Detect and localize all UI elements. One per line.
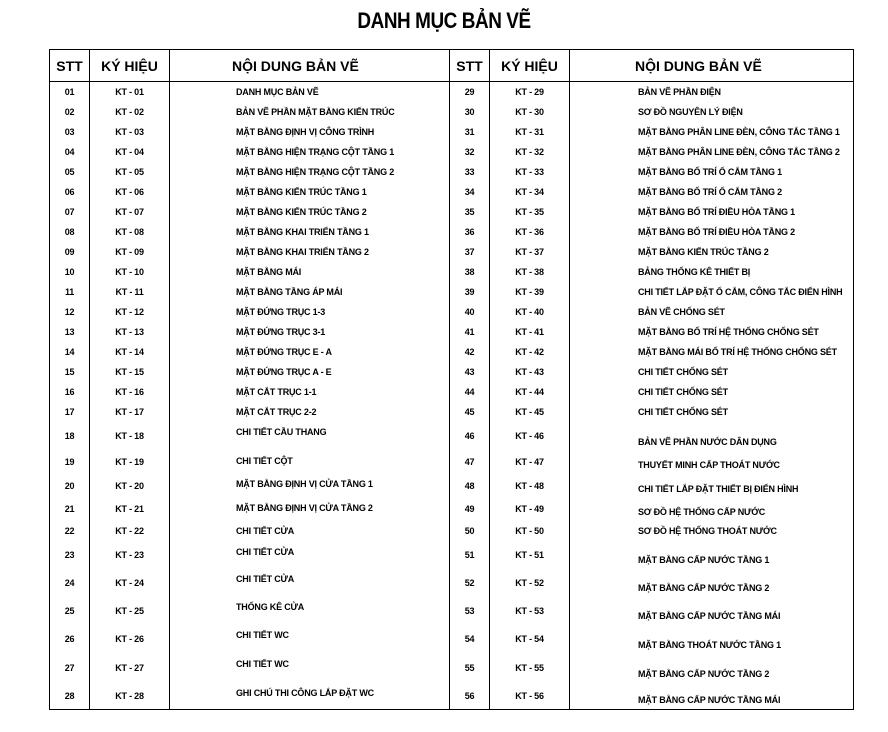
stt-right-cell: 42	[450, 342, 490, 362]
description-left-cell: CHI TIẾT CỬA	[170, 542, 450, 569]
stt-left-cell: 01	[50, 82, 90, 102]
description-left-cell: DANH MỤC BẢN VẼ	[170, 82, 450, 102]
description-left-cell: MẶT BẰNG ĐỊNH VỊ CỬA TẦNG 2	[170, 498, 450, 521]
stt-left-cell: 24	[50, 569, 90, 597]
description-left-cell: MẶT ĐỨNG TRỤC E - A	[170, 342, 450, 362]
description-right-cell: CHI TIẾT CHỐNG SÉT	[570, 382, 854, 402]
stt-left-cell: 23	[50, 542, 90, 569]
table-header-row	[50, 50, 854, 82]
stt-right-cell: 50	[450, 521, 490, 542]
table-row	[50, 474, 854, 498]
stt-right-cell: 31	[450, 122, 490, 142]
description-left-cell: MẶT CẮT TRỤC 2-2	[170, 402, 450, 422]
code-left-cell: KT - 03	[90, 122, 170, 142]
description-left-cell: MẶT BẰNG TẦNG ÁP MÁI	[170, 282, 450, 302]
description-right-cell: MẶT BẰNG CẤP NƯỚC TẦNG MÁI	[570, 683, 854, 710]
description-left-cell: MẶT ĐỨNG TRỤC A - E	[170, 362, 450, 382]
table-row	[50, 625, 854, 654]
code-left-cell: KT - 12	[90, 302, 170, 322]
table-row	[50, 82, 854, 102]
description-right-cell: MẶT BẰNG BỐ TRÍ ĐIỀU HÒA TẦNG 2	[570, 222, 854, 242]
stt-right-cell: 37	[450, 242, 490, 262]
description-right-cell: MẶT BẰNG KIẾN TRÚC TẦNG 2	[570, 242, 854, 262]
stt-right-cell: 49	[450, 498, 490, 521]
code-right-cell: KT - 51	[490, 542, 570, 569]
stt-left-cell: 02	[50, 102, 90, 122]
stt-right-cell: 33	[450, 162, 490, 182]
table-row	[50, 451, 854, 474]
description-left-cell: GHI CHÚ THI CÔNG LẮP ĐẶT WC	[170, 683, 450, 710]
description-right-cell: MẶT BẰNG BỐ TRÍ HỆ THỐNG CHỐNG SÉT	[570, 322, 854, 342]
description-left-cell: THỐNG KÊ CỬA	[170, 597, 450, 625]
table-row	[50, 202, 854, 222]
page-title: DANH MỤC BẢN VẼ	[357, 8, 531, 33]
code-right-cell: KT - 31	[490, 122, 570, 142]
stt-left-cell: 11	[50, 282, 90, 302]
stt-left-cell: 03	[50, 122, 90, 142]
stt-right-cell: 40	[450, 302, 490, 322]
code-right-cell: KT - 56	[490, 683, 570, 710]
code-left-cell: KT - 10	[90, 262, 170, 282]
table-row	[50, 498, 854, 521]
description-right-cell: MẶT BẰNG BỐ TRÍ ĐIỀU HÒA TẦNG 1	[570, 202, 854, 222]
description-right-cell: SƠ ĐỒ HỆ THỐNG CẤP NƯỚC	[570, 498, 854, 521]
header-stt-right: STT	[450, 50, 490, 82]
stt-left-cell: 12	[50, 302, 90, 322]
header-stt-left: STT	[50, 50, 90, 82]
code-right-cell: KT - 41	[490, 322, 570, 342]
code-left-cell: KT - 25	[90, 597, 170, 625]
code-left-cell: KT - 27	[90, 654, 170, 683]
code-right-cell: KT - 35	[490, 202, 570, 222]
header-content-right: NỘI DUNG BẢN VẼ	[570, 50, 854, 82]
description-left-cell: CHI TIẾT WC	[170, 625, 450, 654]
description-right-cell: MẶT BẰNG CẤP NƯỚC TẦNG 1	[570, 542, 854, 569]
code-right-cell: KT - 33	[490, 162, 570, 182]
table-body	[50, 82, 854, 710]
drawing-list-table	[49, 49, 854, 710]
stt-left-cell: 05	[50, 162, 90, 182]
stt-right-cell: 41	[450, 322, 490, 342]
description-left-cell: CHI TIẾT WC	[170, 654, 450, 683]
stt-left-cell: 14	[50, 342, 90, 362]
description-left-cell: CHI TIẾT CỘT	[170, 451, 450, 474]
header-content-left: NỘI DUNG BẢN VẼ	[170, 50, 450, 82]
stt-right-cell: 51	[450, 542, 490, 569]
stt-left-cell: 28	[50, 683, 90, 710]
code-right-cell: KT - 38	[490, 262, 570, 282]
code-left-cell: KT - 18	[90, 422, 170, 451]
stt-left-cell: 22	[50, 521, 90, 542]
header-code-right: KÝ HIỆU	[490, 50, 570, 82]
code-left-cell: KT - 07	[90, 202, 170, 222]
code-right-cell: KT - 37	[490, 242, 570, 262]
description-right-cell: BẢNG THỐNG KÊ THIẾT BỊ	[570, 262, 854, 282]
code-right-cell: KT - 48	[490, 474, 570, 498]
stt-left-cell: 20	[50, 474, 90, 498]
table-row	[50, 654, 854, 683]
stt-left-cell: 07	[50, 202, 90, 222]
description-right-cell: BẢN VẼ PHẦN ĐIỆN	[570, 82, 854, 102]
stt-left-cell: 27	[50, 654, 90, 683]
description-right-cell: THUYẾT MINH CẤP THOÁT NƯỚC	[570, 451, 854, 474]
code-right-cell: KT - 30	[490, 102, 570, 122]
code-left-cell: KT - 14	[90, 342, 170, 362]
table-row	[50, 282, 854, 302]
code-right-cell: KT - 49	[490, 498, 570, 521]
table-row	[50, 262, 854, 282]
stt-right-cell: 34	[450, 182, 490, 202]
table-row	[50, 521, 854, 542]
description-left-cell: MẶT BẰNG ĐỊNH VỊ CÔNG TRÌNH	[170, 122, 450, 142]
description-right-cell: MẶT BẰNG BỐ TRÍ Ổ CẮM TẦNG 1	[570, 162, 854, 182]
stt-right-cell: 54	[450, 625, 490, 654]
stt-left-cell: 13	[50, 322, 90, 342]
code-left-cell: KT - 04	[90, 142, 170, 162]
code-left-cell: KT - 23	[90, 542, 170, 569]
stt-right-cell: 48	[450, 474, 490, 498]
stt-right-cell: 39	[450, 282, 490, 302]
description-left-cell: MẶT BẰNG KIẾN TRÚC TẦNG 1	[170, 182, 450, 202]
code-left-cell: KT - 08	[90, 222, 170, 242]
stt-left-cell: 16	[50, 382, 90, 402]
table-row	[50, 542, 854, 569]
description-left-cell: MẶT CẮT TRỤC 1-1	[170, 382, 450, 402]
stt-right-cell: 47	[450, 451, 490, 474]
stt-right-cell: 35	[450, 202, 490, 222]
stt-right-cell: 45	[450, 402, 490, 422]
code-left-cell: KT - 26	[90, 625, 170, 654]
table-row	[50, 597, 854, 625]
table-row	[50, 342, 854, 362]
description-right-cell: MẶT BẰNG THOÁT NƯỚC TẦNG 1	[570, 625, 854, 654]
code-right-cell: KT - 52	[490, 569, 570, 597]
code-right-cell: KT - 39	[490, 282, 570, 302]
description-right-cell: CHI TIẾT CHỐNG SÉT	[570, 362, 854, 382]
code-right-cell: KT - 50	[490, 521, 570, 542]
table-row	[50, 122, 854, 142]
description-left-cell: MẶT ĐỨNG TRỤC 3-1	[170, 322, 450, 342]
description-right-cell: CHI TIẾT LẮP ĐẶT Ổ CẮM, CÔNG TẮC ĐIỂN HÌNH	[570, 282, 854, 302]
code-left-cell: KT - 02	[90, 102, 170, 122]
table-row	[50, 402, 854, 422]
code-left-cell: KT - 15	[90, 362, 170, 382]
stt-right-cell: 56	[450, 683, 490, 710]
stt-right-cell: 46	[450, 422, 490, 451]
table-row	[50, 569, 854, 597]
code-right-cell: KT - 45	[490, 402, 570, 422]
table-row	[50, 422, 854, 451]
table-row	[50, 382, 854, 402]
code-right-cell: KT - 55	[490, 654, 570, 683]
code-right-cell: KT - 29	[490, 82, 570, 102]
stt-right-cell: 38	[450, 262, 490, 282]
table-row	[50, 222, 854, 242]
stt-left-cell: 21	[50, 498, 90, 521]
stt-right-cell: 52	[450, 569, 490, 597]
description-right-cell: SƠ ĐỒ NGUYÊN LÝ ĐIỆN	[570, 102, 854, 122]
code-right-cell: KT - 54	[490, 625, 570, 654]
stt-right-cell: 30	[450, 102, 490, 122]
description-left-cell: CHI TIẾT CỬA	[170, 569, 450, 597]
code-right-cell: KT - 34	[490, 182, 570, 202]
table-row	[50, 362, 854, 382]
description-right-cell: MẶT BẰNG PHÂN LINE ĐÈN, CÔNG TẮC TẦNG 2	[570, 142, 854, 162]
code-right-cell: KT - 44	[490, 382, 570, 402]
code-right-cell: KT - 53	[490, 597, 570, 625]
description-left-cell: MẶT BẰNG KHAI TRIỂN TẦNG 1	[170, 222, 450, 242]
description-right-cell: MẶT BẰNG PHÂN LINE ĐÈN, CÔNG TẮC TẦNG 1	[570, 122, 854, 142]
description-left-cell: MẶT BẰNG KHAI TRIỂN TẦNG 2	[170, 242, 450, 262]
table-row	[50, 162, 854, 182]
stt-left-cell: 19	[50, 451, 90, 474]
table-row	[50, 242, 854, 262]
description-left-cell: BẢN VẼ PHẦN MẶT BẰNG KIẾN TRÚC	[170, 102, 450, 122]
code-right-cell: KT - 43	[490, 362, 570, 382]
code-right-cell: KT - 32	[490, 142, 570, 162]
code-left-cell: KT - 22	[90, 521, 170, 542]
code-left-cell: KT - 09	[90, 242, 170, 262]
stt-left-cell: 26	[50, 625, 90, 654]
table-row	[50, 182, 854, 202]
description-right-cell: BẢN VẼ CHỐNG SÉT	[570, 302, 854, 322]
description-right-cell: MẶT BẰNG CẤP NƯỚC TẦNG 2	[570, 569, 854, 597]
description-right-cell: SƠ ĐỒ HỆ THỐNG THOÁT NƯỚC	[570, 521, 854, 542]
code-right-cell: KT - 36	[490, 222, 570, 242]
header-code-left: KÝ HIỆU	[90, 50, 170, 82]
description-right-cell: MẶT BẰNG MÁI BỐ TRÍ HỆ THỐNG CHỐNG SÉT	[570, 342, 854, 362]
code-left-cell: KT - 19	[90, 451, 170, 474]
code-right-cell: KT - 47	[490, 451, 570, 474]
description-right-cell: MẶT BẰNG CẤP NƯỚC TẦNG MÁI	[570, 597, 854, 625]
description-left-cell: CHI TIẾT CỬA	[170, 521, 450, 542]
stt-left-cell: 15	[50, 362, 90, 382]
code-left-cell: KT - 24	[90, 569, 170, 597]
description-left-cell: MẶT BẰNG MÁI	[170, 262, 450, 282]
stt-right-cell: 29	[450, 82, 490, 102]
code-right-cell: KT - 40	[490, 302, 570, 322]
table-row	[50, 322, 854, 342]
description-right-cell: MẶT BẰNG BỐ TRÍ Ổ CẮM TẦNG 2	[570, 182, 854, 202]
stt-left-cell: 06	[50, 182, 90, 202]
code-left-cell: KT - 01	[90, 82, 170, 102]
description-right-cell: MẶT BẰNG CẤP NƯỚC TẦNG 2	[570, 654, 854, 683]
description-left-cell: MẶT BẰNG HIỆN TRẠNG CỘT TẦNG 2	[170, 162, 450, 182]
stt-right-cell: 36	[450, 222, 490, 242]
description-right-cell: CHI TIẾT LẮP ĐẶT THIẾT BỊ ĐIỂN HÌNH	[570, 474, 854, 498]
description-left-cell: CHI TIẾT CẦU THANG	[170, 422, 450, 451]
code-left-cell: KT - 13	[90, 322, 170, 342]
code-left-cell: KT - 06	[90, 182, 170, 202]
table-row	[50, 142, 854, 162]
stt-right-cell: 53	[450, 597, 490, 625]
stt-left-cell: 04	[50, 142, 90, 162]
code-left-cell: KT - 28	[90, 683, 170, 710]
code-left-cell: KT - 16	[90, 382, 170, 402]
code-right-cell: KT - 42	[490, 342, 570, 362]
stt-right-cell: 32	[450, 142, 490, 162]
code-left-cell: KT - 05	[90, 162, 170, 182]
stt-right-cell: 43	[450, 362, 490, 382]
stt-left-cell: 08	[50, 222, 90, 242]
code-left-cell: KT - 21	[90, 498, 170, 521]
code-right-cell: KT - 46	[490, 422, 570, 451]
description-left-cell: MẶT ĐỨNG TRỤC 1-3	[170, 302, 450, 322]
stt-right-cell: 44	[450, 382, 490, 402]
stt-right-cell: 55	[450, 654, 490, 683]
description-right-cell: BẢN VẼ PHẦN NƯỚC DÂN DỤNG	[570, 422, 854, 451]
description-left-cell: MẶT BẰNG HIỆN TRẠNG CỘT TẦNG 1	[170, 142, 450, 162]
code-left-cell: KT - 11	[90, 282, 170, 302]
stt-left-cell: 18	[50, 422, 90, 451]
table-row	[50, 102, 854, 122]
stt-left-cell: 17	[50, 402, 90, 422]
description-left-cell: MẶT BẰNG KIẾN TRÚC TẦNG 2	[170, 202, 450, 222]
code-left-cell: KT - 17	[90, 402, 170, 422]
stt-left-cell: 10	[50, 262, 90, 282]
table-row	[50, 683, 854, 710]
description-left-cell: MẶT BẰNG ĐỊNH VỊ CỬA TẦNG 1	[170, 474, 450, 498]
description-right-cell: CHI TIẾT CHỐNG SÉT	[570, 402, 854, 422]
table-row	[50, 302, 854, 322]
code-left-cell: KT - 20	[90, 474, 170, 498]
stt-left-cell: 25	[50, 597, 90, 625]
stt-left-cell: 09	[50, 242, 90, 262]
